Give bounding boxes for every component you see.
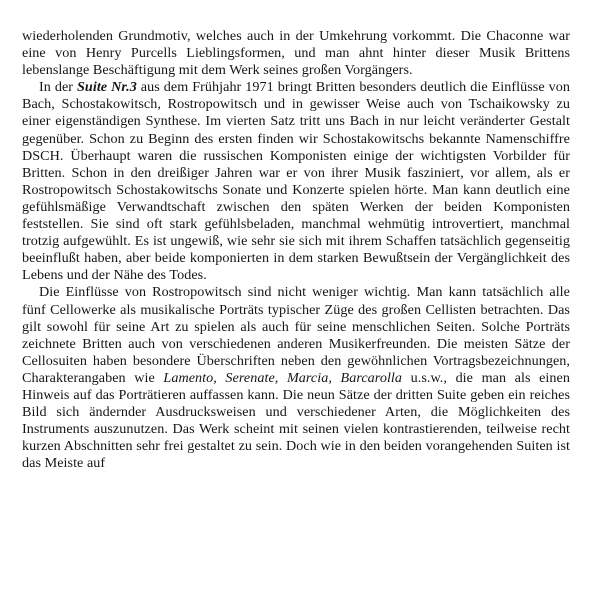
document-page: [22, 28, 570, 472]
paragraph-2-text-start: In der: [39, 79, 78, 96]
paragraph-3-text-rest: u.s.w., die man als einen Hinweis auf das Porträtieren auffassen kann. Die neun Sätze der dritten Suite geben ein reiches Bild sich ändernder Ausdrucksweisen und verschiedener Arten, die Möglichkeiten des Instruments auszunutzen. Das Werk scheint mit seinen vielen kontrastierenden, teilweise recht kurzen Abschnitten sehr frei gestaltet zu sein. Doch wie in den beiden vorangehenden Suiten ist das Meiste auf: [22, 369, 570, 472]
movement-titles: Lamento, Serenate, Marcia, Barcarolla: [163, 369, 403, 386]
paragraph-3-text-start: Die Einflüsse von Rostropowitsch sind nicht weniger wichtig. Man kann tatsächlich alle fünf Cellowerke als musikalische Porträts typischer Züge des großen Cellisten betrachten. Das gilt sowohl für seine Art zu spielen als auch für seine menschlichen Seiten. Solche Porträts zeichnete Britten auch von verschiedenen anderen Musikerfreunden. Die meisten Sätze der Cellosuiten haben besondere Überschriften neben den gewöhnlichen Vortragsbezeichnungen, Charakterangaben wie: [22, 284, 570, 386]
paragraph-2-text-rest: aus dem Frühjahr 1971 bringt Britten besonders deutlich die Einflüsse von Bach, Schostakowitsch, Rostropowitsch und in gewisser Weise auch von Tschaikowsky zu einer eigenständigen Synthese. Im vierten Satz tritt uns Bach in nur leicht veränderter Gestalt gegenüber. Schon zu Beginn des ersten finden wir Schostakowitschs bekannte Namenschiffre DSCH. Überhaupt waren die russischen Komponisten einige der wichtigsten Vorbilder für Britten. Schon in den dreißiger Jahren war er von ihrer Musik fasziniert, vor allem, als er Rostropowitsch Schostakowitschs Sonate und Konzerte spielen hörte. Man kann deutlich eine gefühlsmäßige Verwandtschaft zwischen den späten Werken der beiden Komponisten feststellen. Sie sind oft stark gefühlsbeladen, manchmal wehmütig introvertiert, manchmal trotzig aufgewühlt. Es ist ungewiß, wie sehr sie sich mit ihrem Schaffen tatsächlich gegenseitig beeinflußt haben, aber beide komponierten in dem starken Bewußtsein der Vergänglichkeit des Lebens und der Nähe des Todes.: [22, 79, 571, 284]
paragraph-1-text: wiederholenden Grundmotiv, welches auch in der Umkehrung vorkommt. Die Chaconne war eine von Henry Purcells Lieblingsformen, und man ahnt hinter dieser Musik Brittens lebenslange Beschäftigung mit dem Werk seines großen Vorgängers.: [22, 28, 570, 79]
work-title-suite-nr3: Suite Nr.3: [77, 79, 137, 96]
paragraph-2: [22, 79, 570, 284]
paragraph-3: [22, 284, 570, 472]
paragraph-1: [22, 28, 570, 79]
